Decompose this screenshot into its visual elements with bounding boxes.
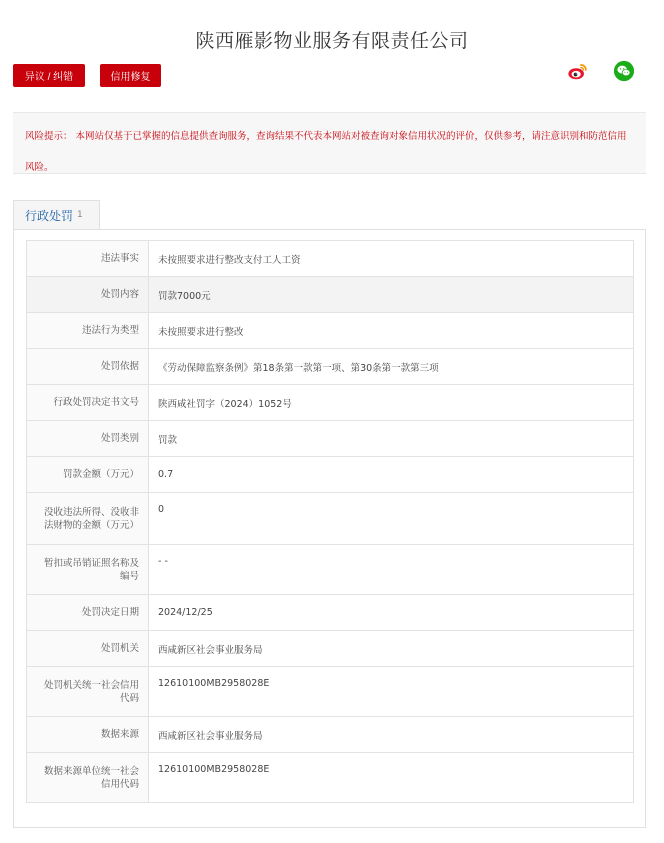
- row-value: 2024/12/25: [149, 595, 634, 631]
- tab-administrative-penalty[interactable]: [13, 200, 100, 229]
- row-label: 处罚机关: [27, 631, 149, 667]
- row-value: 《劳动保障监察条例》第18条第一款第一项、第30条第一款第三项: [149, 349, 634, 385]
- row-value: 罚款: [149, 421, 634, 457]
- row-label: 违法事实: [27, 241, 149, 277]
- page-title: 陕西雁影物业服务有限责任公司: [195, 30, 469, 52]
- row-value: 0: [149, 493, 634, 545]
- row-label: 处罚机关统一社会信用代码: [27, 667, 149, 717]
- row-label: 处罚类别: [27, 421, 149, 457]
- tab-count-badge: 1: [77, 210, 83, 220]
- penalty-detail-table: [26, 240, 634, 803]
- row-label: 暂扣或吊销证照名称及编号: [27, 545, 149, 595]
- tab-label: 行政处罚: [25, 208, 74, 223]
- row-label: 数据来源单位统一社会信用代码: [27, 753, 149, 803]
- row-label: 没收违法所得、没收非法财物的金额（万元）: [27, 493, 149, 545]
- row-value: 12610100MB2958028E: [149, 753, 634, 803]
- row-value: 12610100MB2958028E: [149, 667, 634, 717]
- objection-button[interactable]: 异议 / 纠错: [13, 64, 85, 87]
- row-value: 陕西咸社罚字（2024）1052号: [149, 385, 634, 421]
- risk-notice: 风险提示： 本网站仅基于已掌握的信息提供查询服务，查询结果不代表本网站对被查询对象信用状况的评价，仅供参考，请注意识别和防范信用风险。: [13, 112, 646, 174]
- weibo-icon[interactable]: [567, 60, 589, 82]
- wechat-icon[interactable]: [613, 60, 635, 82]
- row-value: - -: [149, 545, 634, 595]
- row-label: 处罚依据: [27, 349, 149, 385]
- row-label: 数据来源: [27, 717, 149, 753]
- row-label: 处罚内容: [27, 277, 149, 313]
- row-value: 西咸新区社会事业服务局: [149, 717, 634, 753]
- row-label: 罚款金额（万元）: [27, 457, 149, 493]
- row-value: 罚款7000元: [149, 277, 634, 313]
- row-value: 未按照要求进行整改支付工人工资: [149, 241, 634, 277]
- row-value: 未按照要求进行整改: [149, 313, 634, 349]
- row-value: 0.7: [149, 457, 634, 493]
- credit-repair-button[interactable]: 信用修复: [100, 64, 161, 87]
- row-value: 西咸新区社会事业服务局: [149, 631, 634, 667]
- row-label: 违法行为类型: [27, 313, 149, 349]
- row-label: 行政处罚决定书文号: [27, 385, 149, 421]
- row-label: 处罚决定日期: [27, 595, 149, 631]
